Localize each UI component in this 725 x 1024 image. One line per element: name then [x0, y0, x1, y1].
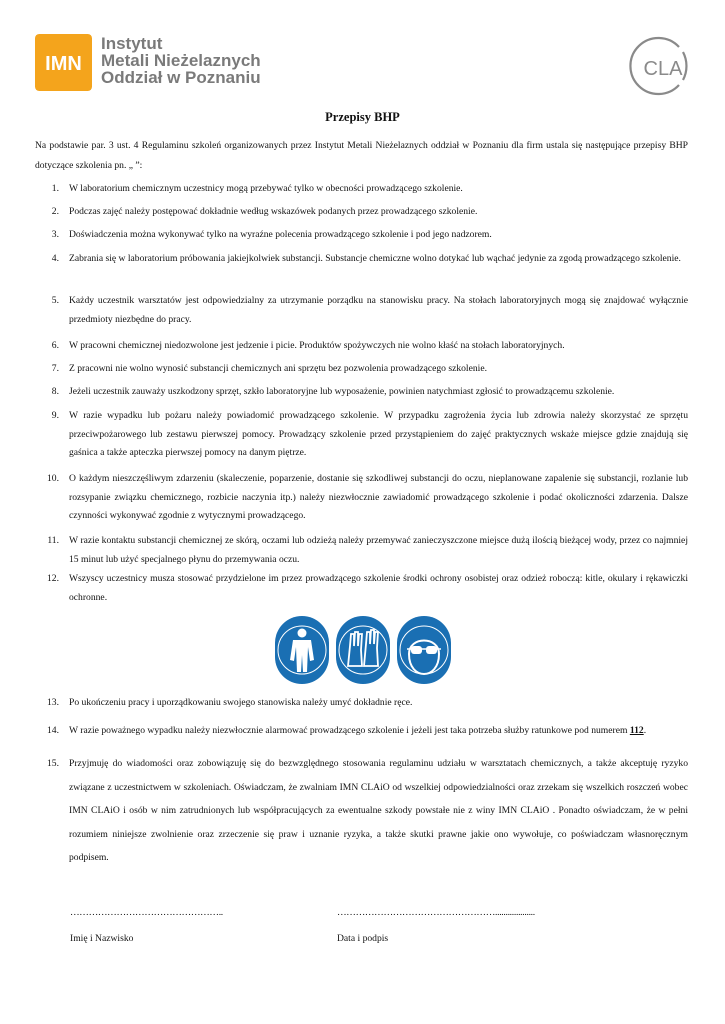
- date-label: Data i podpis: [337, 933, 389, 944]
- rule-text: W laboratorium chemicznym uczestnicy mogą przebywać tylko w obecności prowadzącego szkolenie.: [69, 183, 463, 194]
- rule-text: O każdym nieszczęśliwym zdarzeniu (skaleczenie, poparzenie, dostanie się szkodliwej substancji do oczu, nieplanowane zapalenie się substancji, rozlanie lub rozsypanie związku chemicznego, rozbicie naczynia itp.) należy niezwłocznie zawiadomić prowadzącego szkolenie i podać okoliczności zdarzenia. Dalsze czynności wykonywać zgodnie z wytycznymi prowadzącego.: [69, 473, 688, 521]
- rule-text: W pracowni chemicznej niedozwolone jest jedzenie i picie. Produktów spożywczych nie wolno kłaść na stołach laboratoryjnych.: [69, 340, 565, 351]
- rule-text: Zabrania się w laboratorium próbowania jakiejkolwiek substancji. Substancje chemiczne wolno dotykać lub wąchać jedynie za zgodą prowadzącego szkolenie.: [69, 253, 681, 264]
- rule-text: Podczas zajęć należy postępować dokładnie według wskazówek podanych przez prowadzącego szkolenie.: [69, 206, 478, 217]
- rule-text: Wszyscy uczestnicy musza stosować przydzielone im przez prowadzącego szkolenie środki ochrony osobistej oraz odzież roboczą: kitle, okulary i rękawiczki ochronne.: [69, 573, 688, 603]
- rule-text: Jeżeli uczestnik zauważy uszkodzony sprzęt, szkło laboratoryjne lub wyposażenie, powinien natychmiast zgłosić to prowadzącemu szkolenie.: [69, 386, 615, 397]
- rule-text-end: .: [643, 725, 647, 736]
- logo-line-3: Oddział w Poznaniu: [101, 68, 261, 87]
- rule-number: 8.: [51, 386, 59, 397]
- rule-number: 14.: [47, 725, 59, 736]
- rule-text: Doświadczenia można wykonywać tylko na wyraźne polecenia prowadzącego szkolenie i pod jego nadzorem.: [69, 229, 492, 240]
- rule-number: 9.: [51, 410, 59, 421]
- rule-number: 15.: [47, 758, 59, 769]
- rule-number: 13.: [47, 697, 59, 708]
- rule-number: 7.: [51, 363, 59, 374]
- logo-line-1: Instytut: [101, 34, 163, 53]
- cla-logo: [627, 33, 693, 99]
- rule-number: 11.: [47, 535, 59, 546]
- rule-number: 6.: [51, 340, 59, 351]
- rule-number: 3.: [51, 229, 59, 240]
- logo-line-2: Metali Nieżelaznych: [101, 51, 261, 70]
- rule-text: [69, 722, 688, 741]
- rule-text: Po ukończeniu pracy i uporządkowaniu swojego stanowiska należy umyć dokładnie ręce.: [69, 697, 413, 708]
- rule-text-part: W razie poważnego wypadku należy niezwłocznie alarmować prowadzącego szkolenie i jeżeli jest taka potrzeba służby ratunkowe pod numerem: [69, 725, 630, 736]
- protective-clothing-icon: [275, 616, 329, 684]
- safety-goggles-icon: [397, 616, 451, 684]
- rule-text: Każdy uczestnik warsztatów jest odpowiedzialny za utrzymanie porządku na stanowisku pracy. Na stołach laboratoryjnych mogą się znajdować wyłącznie przedmioty niezbędne do pracy.: [69, 295, 688, 325]
- imn-logo-mark: [35, 34, 92, 91]
- imn-logo: [35, 34, 265, 94]
- emergency-number: 112: [629, 725, 644, 736]
- intro-paragraph: Na podstawie par. 3 ust. 4 Regulaminu szkoleń organizowanych przez Instytut Metali Nieżelaznych oddział w Poznaniu dla firm ustala się następujące przepisy BHP dotyczące szkolenia pn. „ ”:: [35, 140, 688, 171]
- rule-text: W razie kontaktu substancji chemicznej ze skórą, oczami lub odzieżą należy przemywać zanieczyszczone miejsce dużą ilością bieżącej wody, przez co najmniej 15 minut lub użyć specjalnego płynu do przemywania oczu.: [69, 535, 688, 565]
- name-label: Imię i Nazwisko: [70, 933, 134, 944]
- rule-text: Przyjmuję do wiadomości oraz zobowiązuję się do bezwzględnego stosowania regulaminu udziału w warsztatach chemicznych, a także akceptuję ryzyko związane z uczestnictwem w szkoleniach. Oświadczam, że zwalniam IMN CLAiO od wszelkiej odpowiedzialności oraz zrzekam się wszelkich roszczeń wobec IMN CLAiO i osób w nim zatrudnionych lub współpracujących za ewentualne szkody powstałe nie z winy IMN CLAiO . Ponadto oświadczam, że w pełni rozumiem niniejsze zwolnienie oraz zrzeczenie się praw i uznanie ryzyka, a także skutki prawne jakie ono wywołuje, co poświadczam własnoręcznym podpisem.: [69, 758, 688, 863]
- cla-logo-text: CLA: [643, 58, 683, 80]
- page-title: Przepisy BHP: [325, 110, 400, 124]
- rule-number: 12.: [47, 573, 59, 584]
- name-signature-line: …………………………………………..: [70, 907, 223, 918]
- rule-number: 10.: [47, 473, 59, 484]
- rule-number: 5.: [51, 295, 59, 306]
- rule-number: 1.: [51, 183, 59, 194]
- imn-logo-mark-text: IMN: [45, 53, 82, 75]
- rule-text: Z pracowni nie wolno wynosić substancji chemicznych ani sprzętu bez pozwolenia prowadzącego szkolenie.: [69, 363, 487, 374]
- imn-logo-text: [101, 35, 261, 86]
- rule-number: 4.: [51, 253, 59, 264]
- ppe-icons: [275, 616, 451, 684]
- date-signature-line: ……………………………………………...................: [337, 907, 535, 918]
- protective-gloves-icon: [336, 616, 390, 684]
- rule-text: W razie wypadku lub pożaru należy powiadomić prowadzącego szkolenie. W przypadku zagrożenia życia lub zdrowia należy skorzystać ze sprzętu przeciwpożarowego lub zestawu pierwszej pomocy. Prowadzący szkolenie przed przystąpieniem do zajęć praktycznych wskaże miejsce gdzie znajdują się gaśnica a także apteczka pierwszej pomocy na danym piętrze.: [69, 410, 688, 458]
- rule-number: 2.: [51, 206, 59, 217]
